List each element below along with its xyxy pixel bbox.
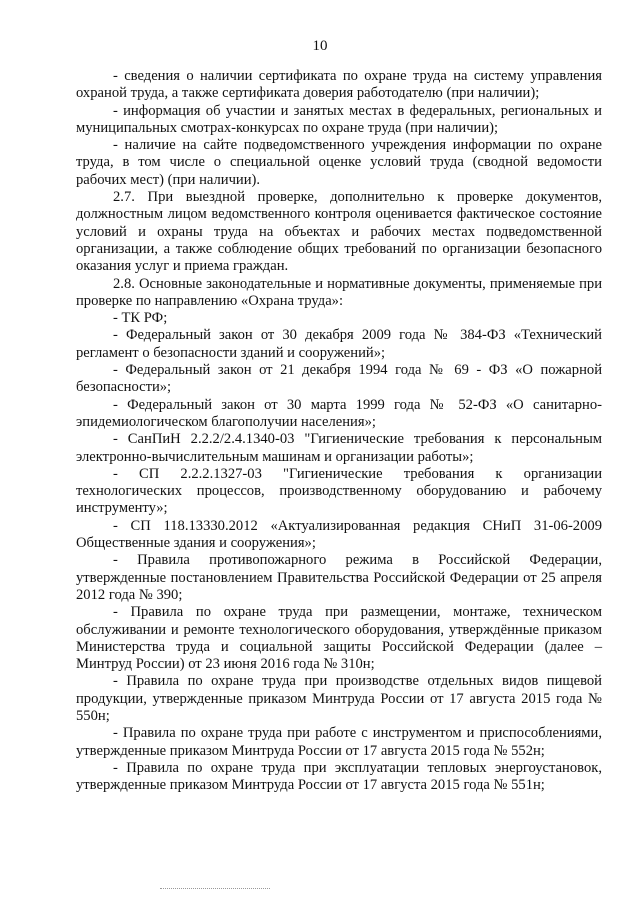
- page-number: 10: [312, 38, 328, 54]
- list-item-rules-550n: - Правила по охране труда при производстве отдельных видов пищевой продукции, утвержденные приказом Минтруда России от 17 августа 2015 года № 550н;: [76, 673, 602, 724]
- list-item-tk-rf: - ТК РФ;: [113, 310, 168, 327]
- list-item-sanpin: - СанПиН 2.2.2/2.4.1340-03 "Гигиенические требования к персональным электронно-вычислительным машинам и организации работы»;: [76, 431, 602, 465]
- paragraph-website-info: - наличие на сайте подведомственного учреждения информации по охране труда, в том числе о специальной оценке условий труда (сводной ведомости рабочих мест) (при наличии).: [76, 137, 602, 188]
- paragraph-contests: - информация об участии и занятых местах в федеральных, региональных и муниципальных смотрах-конкурсах по охране труда (при наличии);: [76, 102, 602, 136]
- list-item-fz-52: - Федеральный закон от 30 марта 1999 года № 52-ФЗ «О санитарно-эпидемиологическом благополучии населения»;: [76, 396, 602, 430]
- paragraph-2-8: 2.8. Основные законодательные и нормативные документы, применяемые при проверке по направлению «Охрана труда»:: [76, 275, 602, 309]
- document-body: [76, 68, 602, 794]
- list-item-rules-552n: - Правила по охране труда при работе с инструментом и приспособлениями, утвержденные приказом Минтруда России от 17 августа 2015 года № 552н;: [76, 725, 602, 759]
- footer-dotted-line: [160, 888, 270, 889]
- list-item-rules-551n: - Правила по охране труда при эксплуатации тепловых энергоустановок, утвержденные приказом Минтруда России от 17 августа 2015 года № 551н;: [76, 759, 602, 794]
- list-item-fire-rules: - Правила противопожарного режима в Российской Федерации, утвержденные постановлением Правительства Российской Федерации от 25 апреля 2012 года № 390;: [76, 552, 602, 603]
- list-item-fz-384: - Федеральный закон от 30 декабря 2009 года № 384-ФЗ «Технический регламент о безопасности зданий и сооружений»;: [76, 327, 602, 361]
- list-item-rules-310n: - Правила по охране труда при размещении, монтаже, техническом обслуживании и ремонте технологического оборудования, утверждённые приказом Министерства труда и социальной защиты Российской Федерации (далее – Минтруд России) от 23 июня 2016 года № 310н;: [76, 604, 602, 673]
- list-item-sp-118: - СП 118.13330.2012 «Актуализированная редакция СНиП 31-06-2009 Общественные здания и сооружения»;: [76, 517, 602, 552]
- paragraph-certificate: - сведения о наличии сертификата по охране труда на систему управления охраной труда, а также сертификата доверия работодателю (при наличии);: [76, 68, 602, 102]
- paragraph-2-7: 2.7. При выездной проверке, дополнительно к проверке документов, должностным лицом ведомственного контроля оценивается фактическое состояние условий и охраны труда на объектах и рабочих местах подведомственной организации, а также соблюдение общих требований по организации безопасного оказания услуг и приема граждан.: [76, 189, 602, 275]
- list-item-fz-69: - Федеральный закон от 21 декабря 1994 года № 69 - ФЗ «О пожарной безопасности»;: [76, 362, 602, 396]
- list-item-sp-2-2-2: - СП 2.2.2.1327-03 "Гигиенические требования к организации технологических процессов, производственному оборудованию и рабочему инструменту»;: [76, 465, 602, 517]
